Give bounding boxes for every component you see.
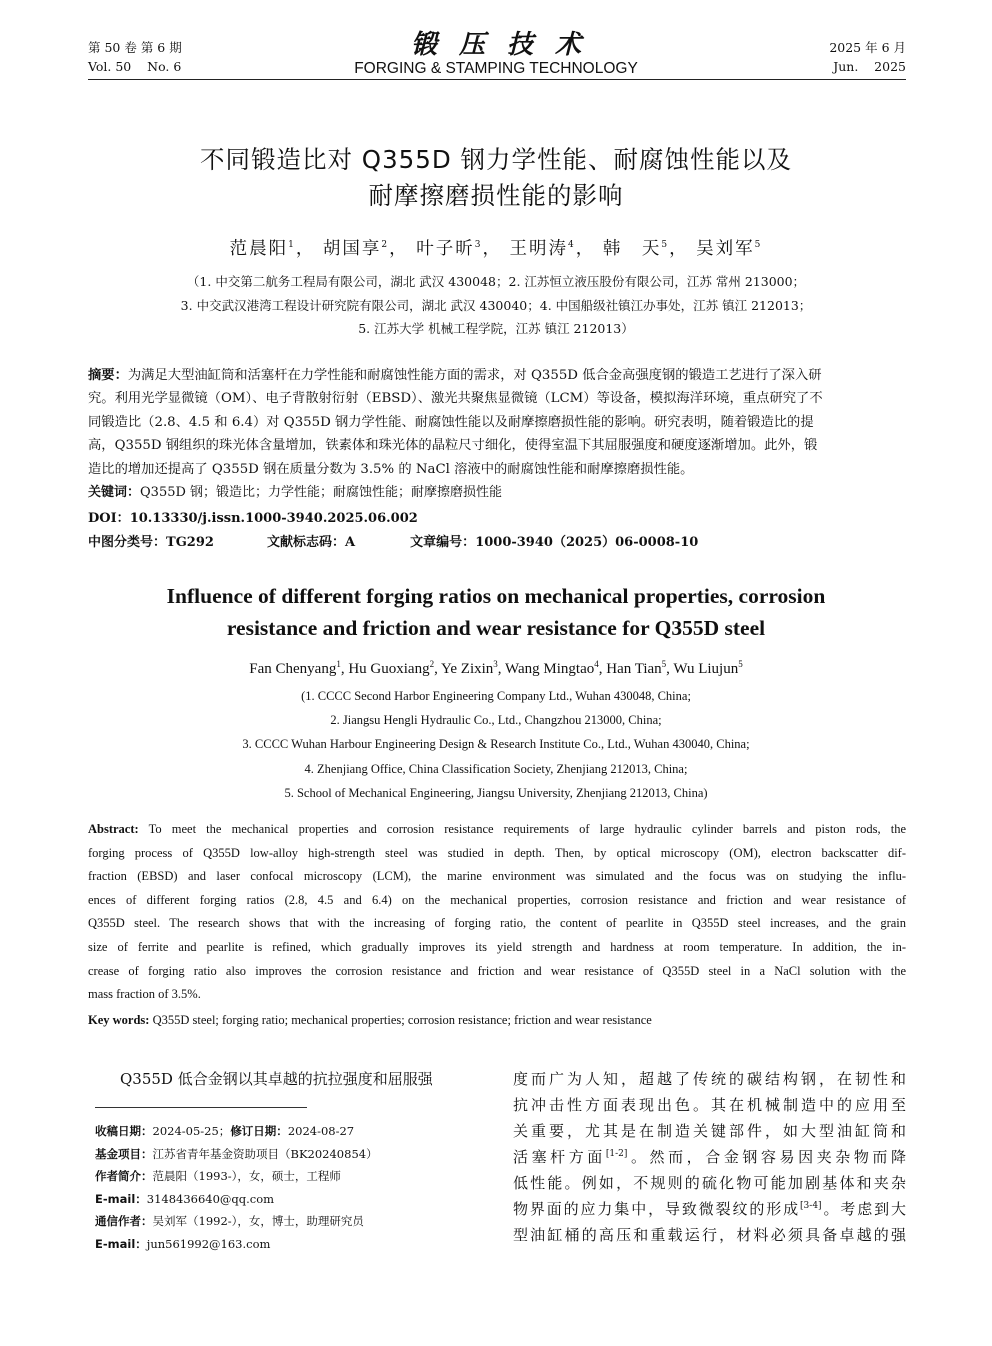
footnote-corresponding: 通信作者：吴刘军（1992-），女，博士，助理研究员 xyxy=(95,1214,364,1228)
affiliation-cn-line: 3. 中交武汉港湾工程设计研究院有限公司，湖北 武汉 430040；4. 中国船级社镇江办事处，江苏 镇江 212013； xyxy=(180,297,812,313)
body-line: 度而广为人知，超越了传统的碳结构钢，在韧性和 xyxy=(513,1070,906,1088)
citation[interactable]: [1-2] xyxy=(605,1149,628,1159)
abstract-en-line: forging process of Q355D low-alloy high-strength steel was studied in depth. Then, by optical microscopy (OM), electron backscatter dif- xyxy=(88,845,906,860)
article-no-value: 1000-3940（2025）06-0008-10 xyxy=(475,535,699,550)
abstract-cn-line: 究。利用光学显微镜（OM）、电子背散射衍射（EBSD）、激光共聚焦显微镜（LCM）等设备，模拟海洋环境，重点研究了不 xyxy=(88,391,823,407)
author-en: Han Tian$^5$ xyxy=(606,659,667,677)
doi xyxy=(88,509,418,529)
author-cn: 胡国享$^2$ xyxy=(322,239,390,259)
author-en: Wu Liujun$^5$ xyxy=(673,659,743,677)
citation[interactable]: [3-4] xyxy=(800,1201,822,1211)
author-en: Fan Chenyang$^1$ xyxy=(249,659,341,677)
title-cn-line: 耐摩擦磨损性能的影响 xyxy=(368,181,624,210)
keywords-cn-text: Q355D 钢；锻造比；力学性能；耐腐蚀性能；耐摩擦磨损性能 xyxy=(140,485,503,500)
body-line: 低性能。例如，不规则的硫化物可能加剧基体和夹杂 xyxy=(513,1174,906,1192)
abstract-en-line: Q355D steel. The research shows that with the increasing of forging ratio, the content of pearlite in Q355D steel increases, and the grain xyxy=(88,916,906,931)
affiliation-en-line: 4. Zhenjiang Office, China Classification Society, Zhenjiang 212013, China; xyxy=(304,761,688,776)
keywords-cn-label: 关键词： xyxy=(88,485,141,500)
footnote-author-bio: 作者简介：范晨阳（1993-），女，硕士，工程师 xyxy=(95,1169,341,1183)
clc-value: TG292 xyxy=(166,535,214,550)
body-line: 关重要，尤其是在制造关键部件，如大型油缸筒和 xyxy=(513,1122,906,1140)
author-en: Hu Guoxiang$^2$ xyxy=(348,659,435,677)
abstract-cn-label: 摘要： xyxy=(88,368,128,383)
abstract-cn-line: 造比的增加还提高了 Q355D 钢在质量分数为 3.5% 的 NaCl 溶液中的耐腐蚀性能和耐摩擦磨损性能。 xyxy=(88,461,694,477)
author-cn: 王明涛$^4$ xyxy=(509,239,576,259)
journal-name-cn: 锻压技术 xyxy=(410,30,603,60)
body-paragraph-start: Q355D 低合金钢以其卓越的抗拉强度和屈服强 xyxy=(120,1070,433,1088)
abstract-cn xyxy=(88,364,906,481)
abstract-cn-line: 高，Q355D 钢组织的珠光体含量增加，铁素体和珠光体的晶粒尺寸细化，使得室温下其屈服强度和硬度逐渐增加。此外，锻 xyxy=(88,438,818,454)
body-line: 抗冲击性方面表现出色。其在机械制造中的应用至 xyxy=(513,1096,906,1114)
abstract-en-line: ences of different forging ratios (2.8, 4.5 and 6.4) on the mechanical properties, corrosion resistance and friction and wear resistance of xyxy=(88,892,906,907)
volume-cn: 第 50 卷 第 6 期 xyxy=(88,40,182,55)
affiliations-cn xyxy=(0,270,992,341)
footnote-email: E-mail：3148436640@qq.com xyxy=(95,1191,275,1206)
journal-name-en: FORGING & STAMPING TECHNOLOGY xyxy=(354,60,638,77)
affiliation-en-line: (1. CCCC Second Harbor Engineering Company Ltd., Wuhan 430048, China; xyxy=(301,689,691,703)
affiliation-cn-line: （1. 中交第二航务工程局有限公司，湖北 武汉 430048；2. 江苏恒立液压股份有限公司，江苏 常州 213000； xyxy=(186,274,806,289)
footnote-email: E-mail：jun561992@163.com xyxy=(95,1236,271,1251)
issue-date xyxy=(829,38,906,76)
affiliations-en xyxy=(0,684,992,805)
affiliation-cn-line: 5. 江苏大学 机械工程学院，江苏 镇江 212013） xyxy=(358,321,634,336)
body-line: 型油缸桶的高压和重载运行，材料必须具备卓越的强 xyxy=(513,1226,906,1244)
author-cn: 吴刘军$^5$ xyxy=(696,239,763,259)
abstract-en-line: To meet the mechanical properties and corrosion resistance requirements of large hydraulic cylinder barrels and piston rods, the xyxy=(148,822,906,836)
email-link[interactable]: jun561992@163.com xyxy=(146,1236,271,1251)
authors-en: Fan Chenyang$^1$, Hu Guoxiang$^2$, Ye Zixin$^3$, Wang Mingtao$^4$, Han Tian$^5$, Wu Liujun$^5$ xyxy=(249,659,743,677)
author-cn: 韩 天$^5$ xyxy=(602,239,670,259)
doi-label: DOI： xyxy=(88,511,130,526)
abstract-en xyxy=(88,818,906,1007)
abstract-en-line: mass fraction of 3.5%. xyxy=(88,987,201,1002)
keywords-en-label: Key words: xyxy=(88,1013,150,1027)
affiliation-en-line: 3. CCCC Wuhan Harbour Engineering Design & Research Institute Co., Ltd., Wuhan 430040, China; xyxy=(242,737,750,752)
title-cn xyxy=(0,142,992,214)
date-en: Jun. 2025 xyxy=(833,59,906,74)
abstract-en-line: size of ferrite and pearlite is refined, which gradually improves its yield strength and hardness at room temperature. In addition, the in- xyxy=(88,939,906,954)
body-right-column xyxy=(513,1066,906,1248)
body-line: 活塞杆方面[1-2]。然而，合金钢容易因夹杂物而降 xyxy=(513,1148,906,1166)
article-no-label: 文章编号： xyxy=(410,535,476,550)
title-en-line: resistance and friction and wear resistance for Q355D steel xyxy=(226,616,766,640)
footnotes xyxy=(95,1120,378,1255)
doi-link[interactable]: 10.13330/j.issn.1000-3940.2025.06.002 xyxy=(129,511,418,526)
author-cn: 范晨阳$^1$ xyxy=(229,239,296,259)
abstract-cn-line: 同锻造比（2.8、4.5 和 6.4）对 Q355D 钢力学性能、耐腐蚀性能以及耐摩擦磨损性能的影响。研究表明，随着锻造比的提 xyxy=(88,414,814,430)
clc-label: 中图分类号： xyxy=(88,535,167,550)
author-cn: 叶子昕$^3$ xyxy=(416,239,483,259)
keywords-en-text: Q355D steel; forging ratio; mechanical properties; corrosion resistance; friction and wear resistance xyxy=(152,1013,652,1027)
volume-en: Vol. 50 No. 6 xyxy=(88,59,182,74)
footnote-rule xyxy=(95,1107,307,1108)
footnote-fund: 基金项目：江苏省青年基金资助项目（BK20240854） xyxy=(95,1146,378,1161)
title-en xyxy=(0,580,992,644)
doc-code-label: 文献标志码： xyxy=(267,535,346,550)
body-left-column xyxy=(88,1066,480,1092)
title-en-line: Influence of different forging ratios on mechanical properties, corrosion xyxy=(166,584,826,608)
doc-code-value: A xyxy=(345,535,356,550)
affiliation-en-line: 2. Jiangsu Hengli Hydraulic Co., Ltd., Changzhou 213000, China; xyxy=(330,713,662,728)
header-rule xyxy=(88,79,906,80)
author-en: Ye Zixin$^3$ xyxy=(441,659,498,677)
title-cn-line: 不同锻造比对 Q355D 钢力学性能、耐腐蚀性能以及 xyxy=(200,145,792,174)
keywords-cn xyxy=(88,483,502,503)
affiliation-en-line: 5. School of Mechanical Engineering, Jiangsu University, Zhenjiang 212013, China) xyxy=(284,785,708,800)
abstract-cn-line: 为满足大型油缸筒和活塞杆在力学性能和耐腐蚀性能方面的需求，对 Q355D 低合金高强度钢的锻造工艺进行了深入研 xyxy=(127,368,822,383)
classification-row xyxy=(88,533,698,553)
abstract-en-line: fraction (EBSD) and laser confocal microscopy (LCM), the marine environment was simulated and the focus was on studying the influ- xyxy=(88,869,906,884)
keywords-en xyxy=(88,1009,652,1031)
authors-cn: 范晨阳$^1$， 胡国享$^2$， 叶子昕$^3$， 王明涛$^4$， 韩 天$^5$， 吴刘军$^5$ xyxy=(229,239,763,259)
author-en: Wang Mingtao$^4$ xyxy=(505,659,599,677)
footnote-received: 收稿日期：2024-05-25；修订日期：2024-08-27 xyxy=(95,1124,355,1138)
date-cn: 2025 年 6 月 xyxy=(829,40,906,55)
body-line: 物界面的应力集中，导致微裂纹的形成[3-4]。考虑到大 xyxy=(513,1200,906,1218)
email-link[interactable]: 3148436640@qq.com xyxy=(146,1191,275,1206)
abstract-en-label: Abstract: xyxy=(88,822,139,836)
abstract-en-line: crease of forging ratio also improves the corrosion resistance and friction and wear resistance of Q355D steel in a NaCl solution with the xyxy=(88,963,906,978)
